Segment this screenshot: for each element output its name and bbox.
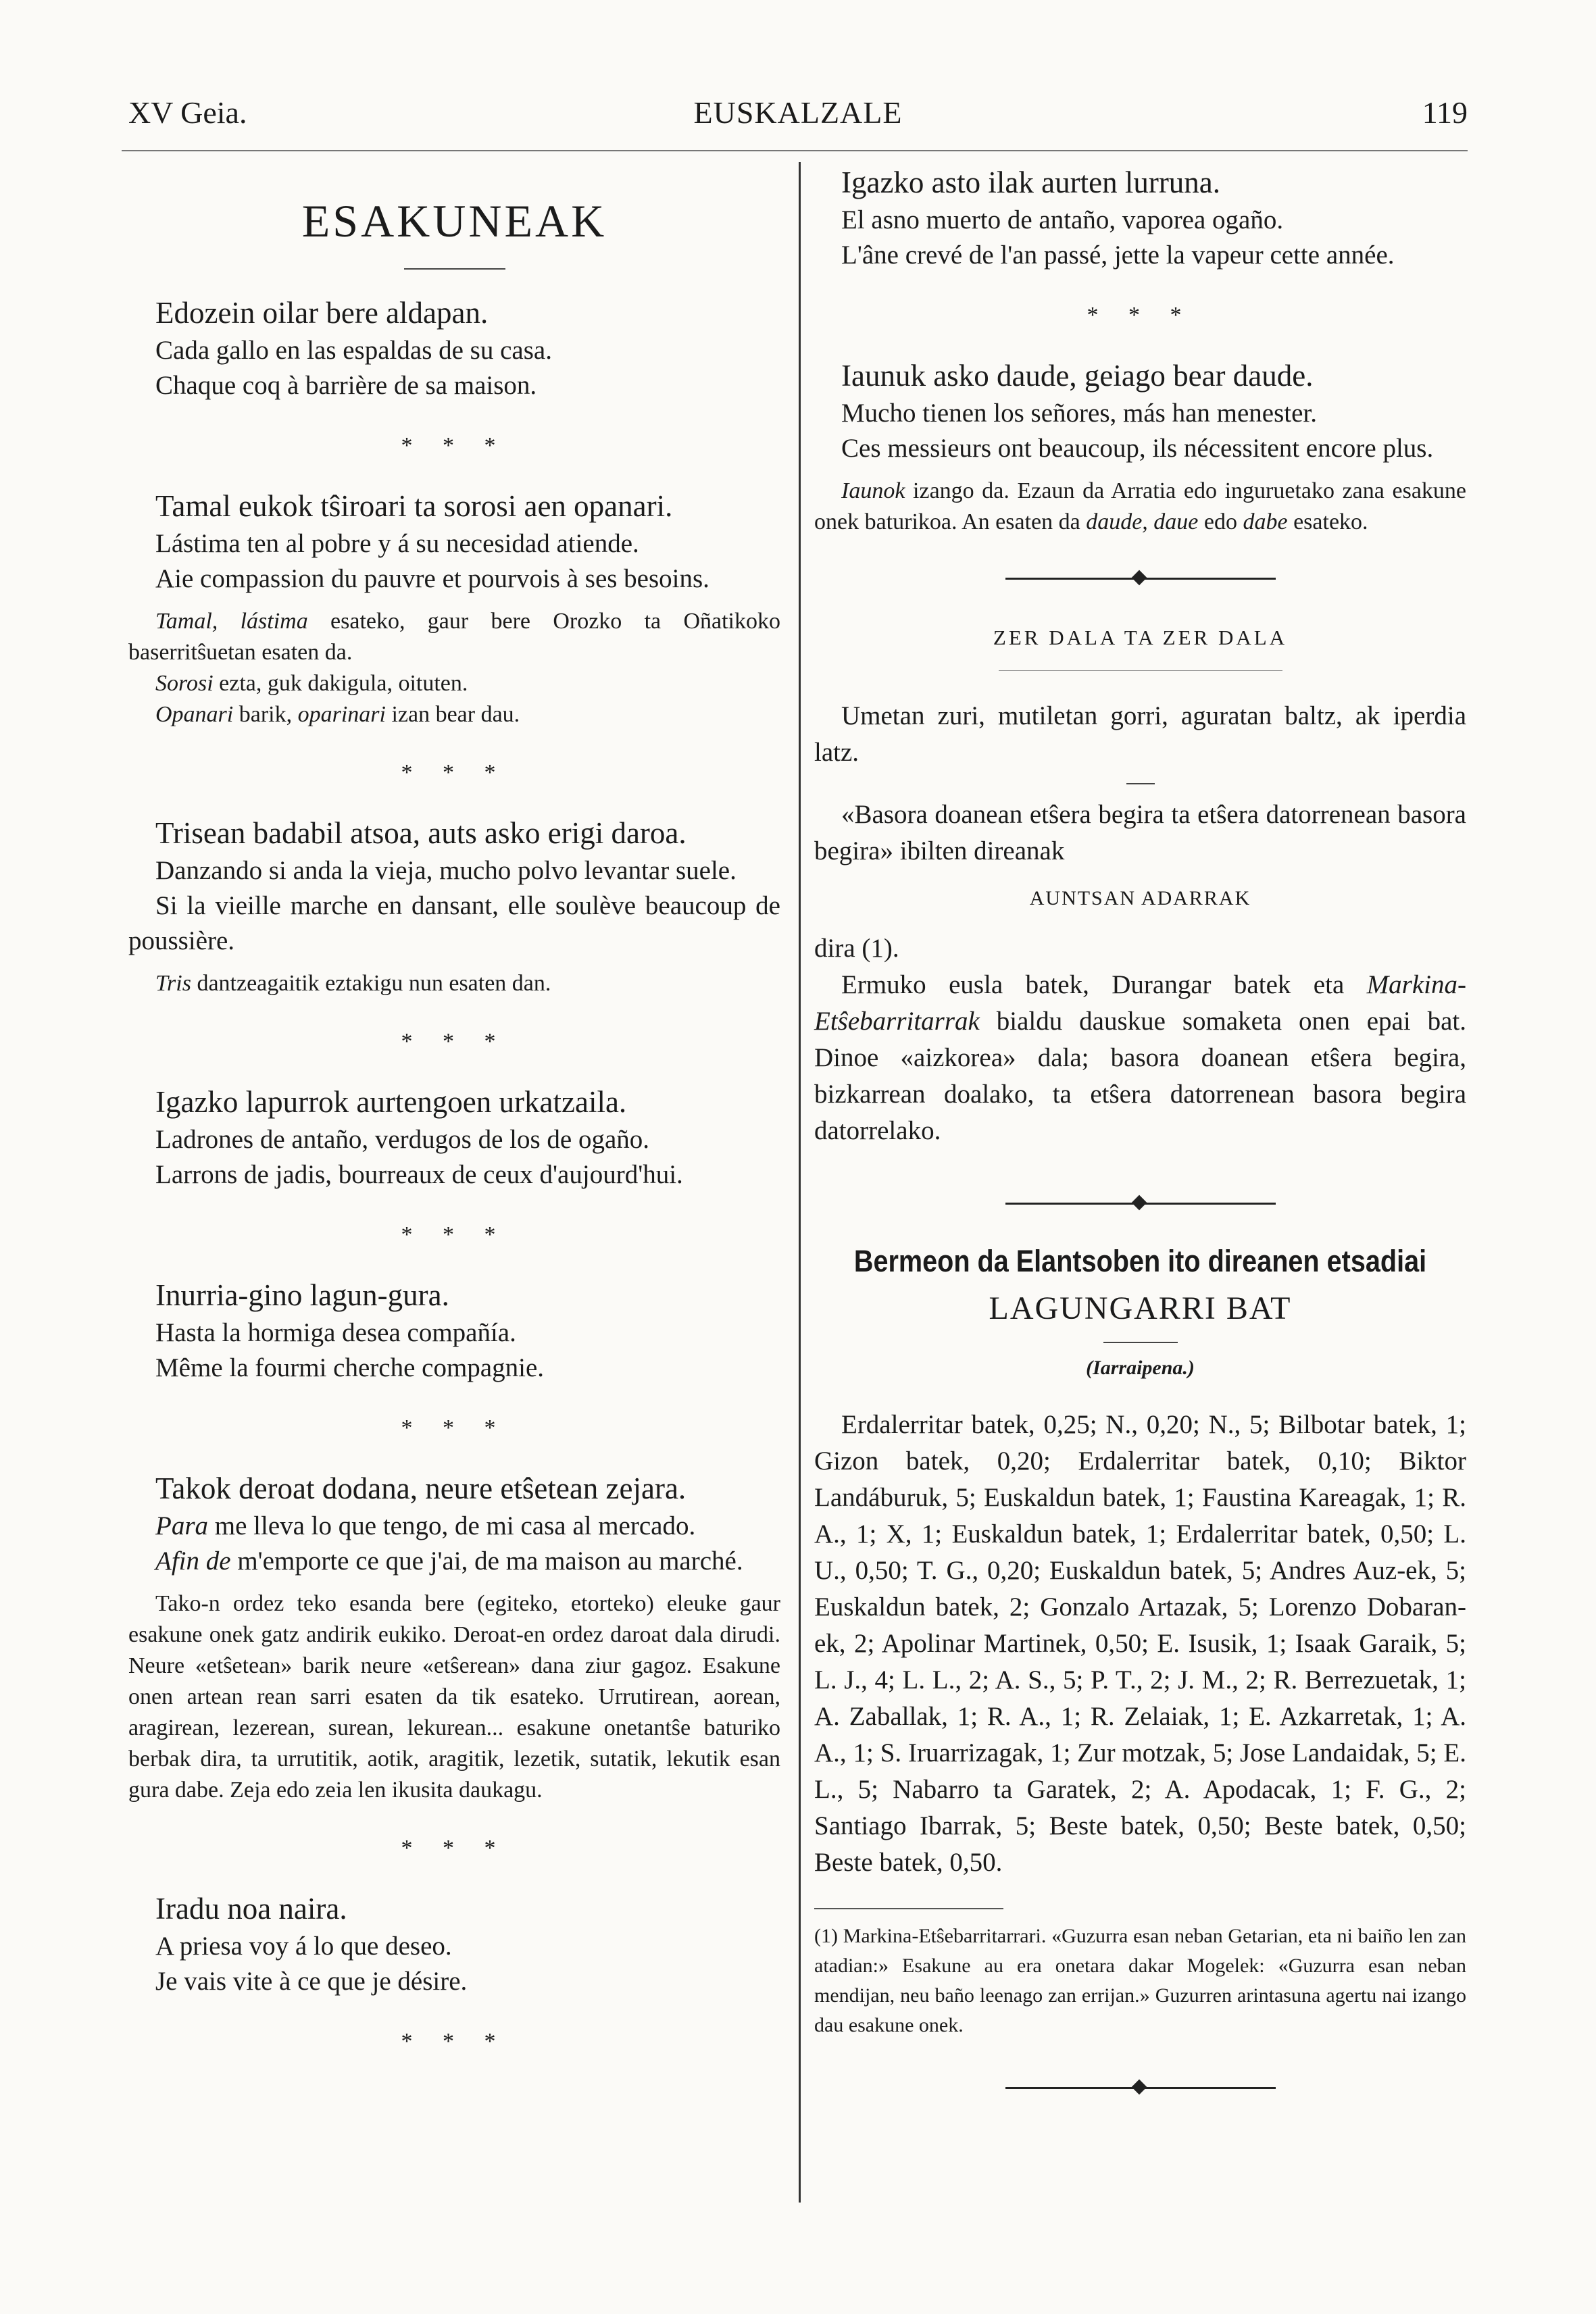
proverb-spanish: Para me lleva lo que tengo, de mi casa al mercado. [155,1511,696,1540]
section-separator: * * * [401,2029,508,2054]
proverb-french: L'âne crevé de l'an passé, jette la vapeur cette année. [841,241,1395,270]
article-subtitle: LAGUNGARRI BAT [989,1290,1292,1326]
proverb-french: Chaque coq à barrière de sa maison. [155,371,537,400]
proverb-french: Même la fourmi cherche compagnie. [155,1353,545,1382]
proverb-spanish: Lástima ten al pobre y á su necesidad atiende. [155,529,639,558]
proverb-spanish: Hasta la hormiga desea compañía. [155,1318,516,1347]
proverb-basque: Takok deroat dodana, neure etŝetean zejara. [155,1472,687,1505]
section-separator: * * * [401,1415,508,1440]
riddle-heading: AUNTSAN ADARRAK [1029,887,1251,909]
riddle-answer: dira (1). [814,934,899,963]
proverb-french: Larrons de jadis, bourreaux de ceux d'aujourd'hui. [155,1160,683,1189]
proverb-note: Tako-n ordez teko esanda bere (egiteko, etorteko) eleuke gaur esakune onek gatz andirik eukiko. Deroat-en ordez daroat dala dirudi. Neure «etŝetean» barik neure «etŝerean» dana ziur gagoz. Esakune onen artean rean sarri esaten da tik esateko. Urrutirean, aorean, aragirean, lezerean, surean, lekurean... esakune onetantŝe baturiko berbak dira, ta urrutitik, aotik, aragitik, lezetik, sutatik, lekutik esan gura dabe. Zeja edo zeia len ikusita daukagu. [128,1591,780,1803]
section-separator: * * * [401,1836,508,1861]
proverb-basque: Edozein oilar bere aldapan. [155,296,489,330]
proverb-basque: Inurria-gino lagun-gura. [155,1278,449,1312]
header-rule [122,150,1468,151]
column-divider [799,162,801,2203]
article-rule [1103,1342,1178,1343]
proverb-spanish: Danzando si anda la vieja, mucho polvo levantar suele. [155,856,737,885]
section-separator: * * * [401,1222,508,1247]
proverb-spanish: Cada gallo en las espaldas de su casa. [155,336,552,365]
proverb-note: Opanari barik, oparinari izan bear dau. [155,702,520,727]
proverb-note: Tris dantzeagaitik eztakigu nun esaten dan. [155,971,551,996]
proverb-french: Afin de m'emporte ce que j'ai, de ma maison au marché. [155,1546,743,1576]
footnote-rule [814,1908,1003,1909]
proverb-basque: Igazko asto ilak aurten lurruna. [841,166,1221,199]
proverb-french: Aie compassion du pauvre et pourvois à ses besoins. [155,564,709,593]
proverb-note: Tamal, lástima esateko, gaur bere Orozko ta Oñatikoko baserritŝuetan esaten da. [128,609,780,665]
section-separator: * * * [401,760,508,785]
page-number: 119 [1422,95,1468,130]
riddle-rule [999,670,1282,671]
ornamental-divider [1005,2081,1276,2094]
right-column [814,162,1466,2135]
title-rule [404,268,505,270]
section-separator: * * * [1087,303,1194,328]
left-column [128,162,780,2082]
riddle-title: ZER DALA TA ZER DALA [993,626,1288,649]
footnote: (1) Markina-Etŝebarritarrari. «Guzurra esan neban Getarian, eta ni baiño len zan atadian:» Esakune au era onetara dakar Mogelek: «Guzurra esan neban mendijan, neu baño leenago zan errijan.» Guzurren arintasuna agertu nai izango dau esakune onek. [814,1925,1466,2036]
proverb-spanish: A priesa voy á lo que deseo. [155,1932,452,1961]
proverb-basque: Tamal eukok tŝiroari ta sorosi aen opanari. [155,489,673,523]
proverb-basque: Igazko lapurrok aurtengoen urkatzaila. [155,1085,627,1119]
proverb-spanish: El asno muerto de antaño, vaporea ogaño. [841,205,1284,234]
proverb-spanish: Mucho tienen los señores, más han menester. [841,399,1317,428]
ornamental-divider [1005,1197,1276,1210]
proverb-basque: Iaunuk asko daude, geiago bear daude. [841,359,1314,393]
proverb-french: Si la vieille marche en dansant, elle soulève beaucoup de poussière. [128,891,780,955]
proverb-french: Je vais vite à ce que je désire. [155,1967,468,1996]
proverb-note: Sorosi ezta, guk dakigula, oituten. [155,671,468,696]
proverb-spanish: Ladrones de antaño, verdugos de los de ogaño. [155,1125,650,1154]
section-separator: * * * [401,1029,508,1054]
riddle-text: Umetan zuri, mutiletan gorri, aguratan baltz, ak iperdia latz. [814,701,1466,767]
proverb-basque: Trisean badabil atsoa, auts asko erigi daroa. [155,816,687,850]
page-header [128,95,1468,142]
journal-title: EUSKALZALE [693,95,903,130]
riddle-text: «Basora doanean etŝera begira ta etŝera datorrenean basora begira» ibilten direanak [814,800,1466,865]
proverb-note: Iaunok izango da. Ezaun da Arratia edo inguruetako zana esakune onek baturikoa. An esaten da daude, daue edo dabe esateko. [814,478,1466,534]
proverb-basque: Iradu noa naira. [155,1892,347,1926]
donation-list: Erdalerritar batek, 0,25; N., 0,20; N., 5; Bilbotar batek, 1; Gizon batek, 0,20; Erdalerritar batek, 0,10; Biktor Landáburuk, 5; Euskaldun batek, 1; Faustina Kareagak, 1; R. A., 1; X, 1; Euskaldun batek, 1; Erdalerritar batek, 0,50; L. U., 0,50; T. G., 0,20; Euskaldun batek, 5; Andres Auz-ek, 5; Euskaldun batek, 2; Gonzalo Artazak, 5; Lorenzo Dobaran-ek, 2; Apolinar Martinek, 0,50; E. Isusik, 1; Isaak Garaik, 5; L. J., 4; L. L., 2; A. S., 5; P. T., 2; J. M., 2; R. Berrezuetak, 1; A. Zaballak, 1; R. A., 1; R. Zelaiak, 1; E. Azkarretak, 1; A. A., 1; S. Iruarrizagak, 1; Zur motzak, 5; Jose Landaidak, 5; E. L., 5; Nabarro ta Garatek, 2; A. Apodacak, 1; F. G., 2; Santiago Ibarrak, 5; Beste batek, 0,50; Beste batek, 0,50; Beste batek, 0,50. [814,1410,1466,1877]
proverb-french: Ces messieurs ont beaucoup, ils nécessitent encore plus. [841,434,1434,463]
article-title: Bermeon da Elantsoben ito direanen etsadiai [853,1244,1427,1278]
section-title: ESAKUNEAK [301,195,607,247]
section-separator: * * * [401,433,508,458]
volume-label: XV Geia. [128,95,247,130]
small-rule [1126,783,1155,784]
riddle-explanation: Ermuko eusla batek, Durangar batek eta Markina-Etŝebarritarrak bialdu dauskue somaketa onen epai bat. Dinoe «aizkorea» dala; basora doanean etŝera begira, bizkarrean doalako, ta etŝera datorrenean basora begira datorrelako. [814,970,1466,1145]
continued-label: (Iarraipena.) [1086,1357,1195,1379]
ornamental-divider [1005,572,1276,585]
